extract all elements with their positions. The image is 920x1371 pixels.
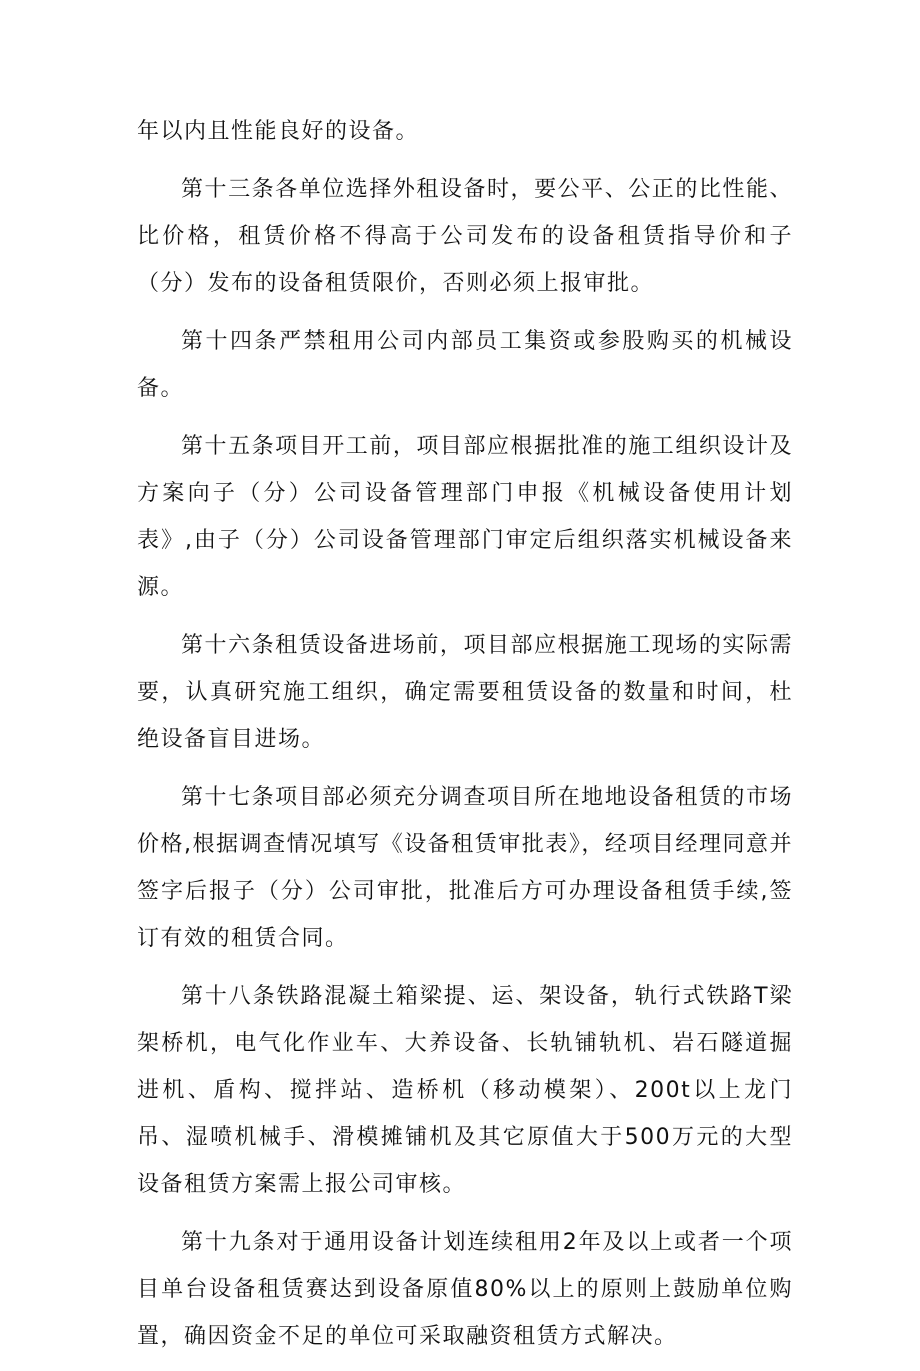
paragraph-continuation: 年以内且性能良好的设备。 xyxy=(137,119,420,144)
paragraph-article-13: 第十三条各单位选择外租设备时，要公平、公正的比性能、比价格，租赁价格不得高于公司发布的设备租赁指导价和子（分）发布的设备租赁限价，否则必须上报审批。 xyxy=(137,177,793,296)
paragraph-article-16: 第十六条租赁设备进场前，项目部应根据施工现场的实际需要，认真研究施工组织，确定需要租赁设备的数量和时间，杜绝设备盲目进场。 xyxy=(137,633,793,752)
paragraph-article-14: 第十四条严禁租用公司内部员工集资或参股购买的机械设备。 xyxy=(137,329,793,401)
paragraph-article-19: 第十九条对于通用设备计划连续租用2年及以上或者一个项目单台设备租赁赛达到设备原值80%以上的原则上鼓励单位购置，确因资金不足的单位可采取融资租赁方式解决。 xyxy=(137,1230,793,1349)
paragraph-article-17: 第十七条项目部必须充分调查项目所在地地设备租赁的市场价格,根据调查情况填写《设备租赁审批表》，经项目经理同意并签字后报子（分）公司审批，批准后方可办理设备租赁手续,签订有效的租赁合同。 xyxy=(137,785,793,951)
paragraph-article-15: 第十五条项目开工前，项目部应根据批准的施工组织设计及方案向子（分）公司设备管理部门申报《机械设备使用计划表》,由子（分）公司设备管理部门审定后组织落实机械设备来源。 xyxy=(137,434,793,600)
document-body xyxy=(137,108,793,1371)
paragraph-article-18: 第十八条铁路混凝土箱梁提、运、架设备，轨行式铁路T梁架桥机，电气化作业车、大养设备、长轨铺轨机、岩石隧道掘进机、盾构、搅拌站、造桥机（移动模架）、200t以上龙门吊、湿喷机械手、滑模摊铺机及其它原值大于500万元的大型设备租赁方案需上报公司审核。 xyxy=(137,984,793,1197)
